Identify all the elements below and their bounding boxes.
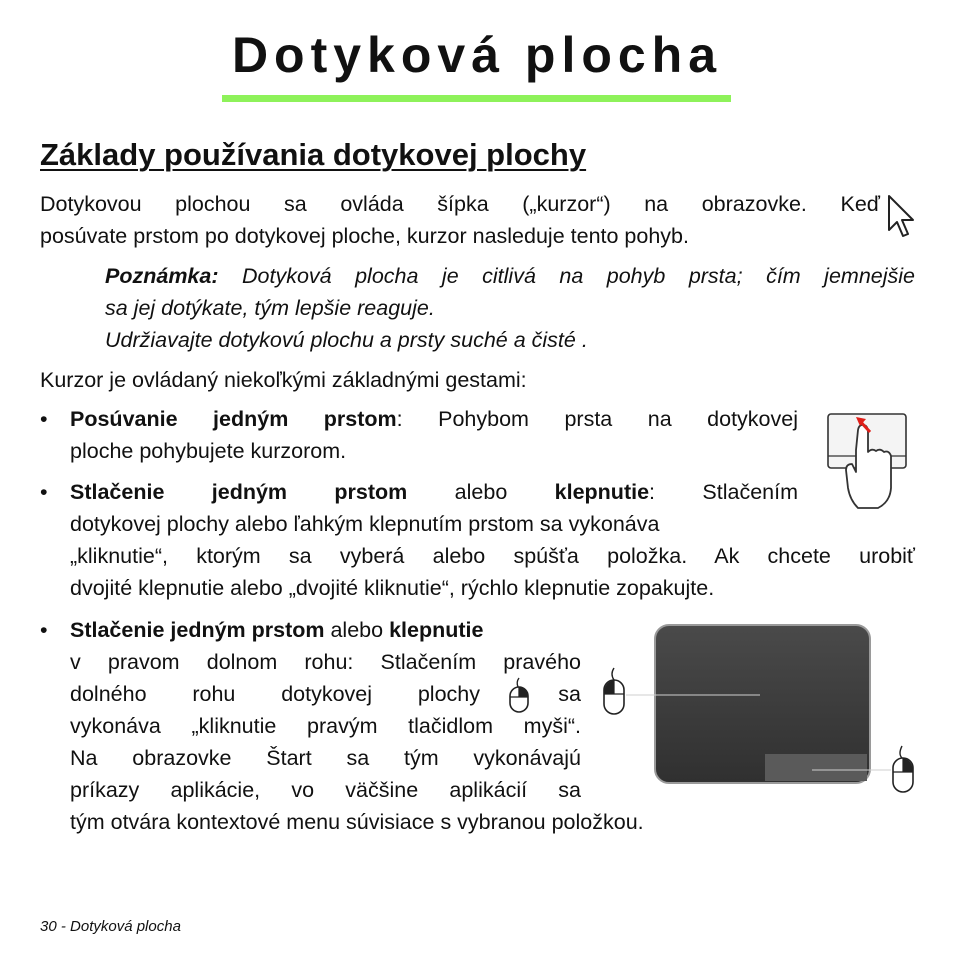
- note-line-1: [105, 260, 915, 292]
- bullet-3-bold-2: klepnutie: [389, 618, 484, 642]
- title-underline: [222, 95, 731, 102]
- bullet-1-bold: Posúvanie jedným prstom: [70, 407, 397, 431]
- touchpad-illustration: [600, 622, 920, 800]
- intro-line-2: posúvate prstom po dotykovej ploche, kurzor nasleduje tento pohyb.: [40, 224, 689, 248]
- bullet-2: [70, 476, 915, 604]
- intro-paragraph: [40, 188, 880, 252]
- note-line-3: Udržiavajte dotykovú plochu a prsty suché a čisté .: [105, 328, 588, 352]
- bullet-1-rest: : Pohybom prsta na dotykovej: [396, 407, 798, 431]
- bullet-1-line-2: ploche pohybujete kurzorom.: [70, 439, 347, 463]
- bullet-2-bold-2: klepnutie: [554, 480, 650, 504]
- note-text-1: Dotyková plocha je citlivá na pohyb prsta; čím jemnejšie: [218, 264, 915, 288]
- bullet-1-symbol: •: [40, 407, 48, 431]
- cursor-arrow-icon: [886, 194, 916, 244]
- bullet-2-symbol: •: [40, 480, 48, 504]
- bullet-2-mid: alebo: [407, 480, 555, 504]
- bullet-2-line-2: dotykovej plochy alebo ľahkým klepnutím prstom sa vykonáva: [70, 512, 660, 536]
- note-block: [105, 260, 915, 356]
- intro-line-1: Dotykovou plochou sa ovláda šípka („kurzor“) na obrazovke. Keď: [40, 192, 880, 216]
- bullet-3-line-3a: dolného rohu dotykovej plochy: [70, 682, 480, 706]
- section-heading: Základy používania dotykovej plochy: [40, 137, 587, 172]
- bullet-3-line-5: Na obrazovke Štart sa tým vykonávajú: [70, 746, 581, 770]
- bullet-3-line-6: príkazy aplikácie, vo väčšine aplikácií sa: [70, 778, 581, 802]
- bullet-2-bold-1: Stlačenie jedným prstom: [70, 480, 408, 504]
- bullet-3-bold-1: Stlačenie jedným prstom: [70, 618, 325, 642]
- bullet-2-line-4: dvojité klepnutie alebo „dvojité kliknutie“, rýchlo klepnutie zopakujte.: [70, 576, 715, 600]
- bullet-3-line-2: v pravom dolnom rohu: Stlačením pravého: [70, 650, 581, 674]
- mouse-right-click-icon: [508, 676, 530, 714]
- bullet-2-rest: : Stlačením: [649, 480, 798, 504]
- bullet-1: [70, 403, 798, 467]
- bullet-3-line-3b: sa: [558, 682, 581, 706]
- note-label: Poznámka:: [105, 264, 219, 288]
- bullet-3-line-3: [70, 678, 581, 710]
- bullet-3-symbol: •: [40, 618, 48, 642]
- bullet-3-line-4: vykonáva „kliknutie pravým tlačidlom myši“.: [70, 714, 581, 738]
- bullet-3-mid: alebo: [324, 618, 390, 642]
- page-footer: 30 - Dotyková plocha: [40, 918, 181, 935]
- page-title: Dotyková plocha: [231, 27, 723, 83]
- bullet-1-line-1: [70, 403, 798, 435]
- bullet-2-line-1: [70, 476, 798, 508]
- note-line-2: sa jej dotýkate, tým lepšie reaguje.: [105, 296, 435, 320]
- gestures-intro: Kurzor je ovládaný niekoľkými základnými gestami:: [40, 368, 527, 392]
- bullet-2-line-3: „kliknutie“, ktorým sa vyberá alebo spúšťa položka. Ak chcete urobiť: [70, 544, 915, 568]
- right-click-zone: [765, 754, 867, 781]
- bullet-3-line-7: tým otvára kontextové menu súvisiace s vybranou položkou.: [70, 810, 644, 834]
